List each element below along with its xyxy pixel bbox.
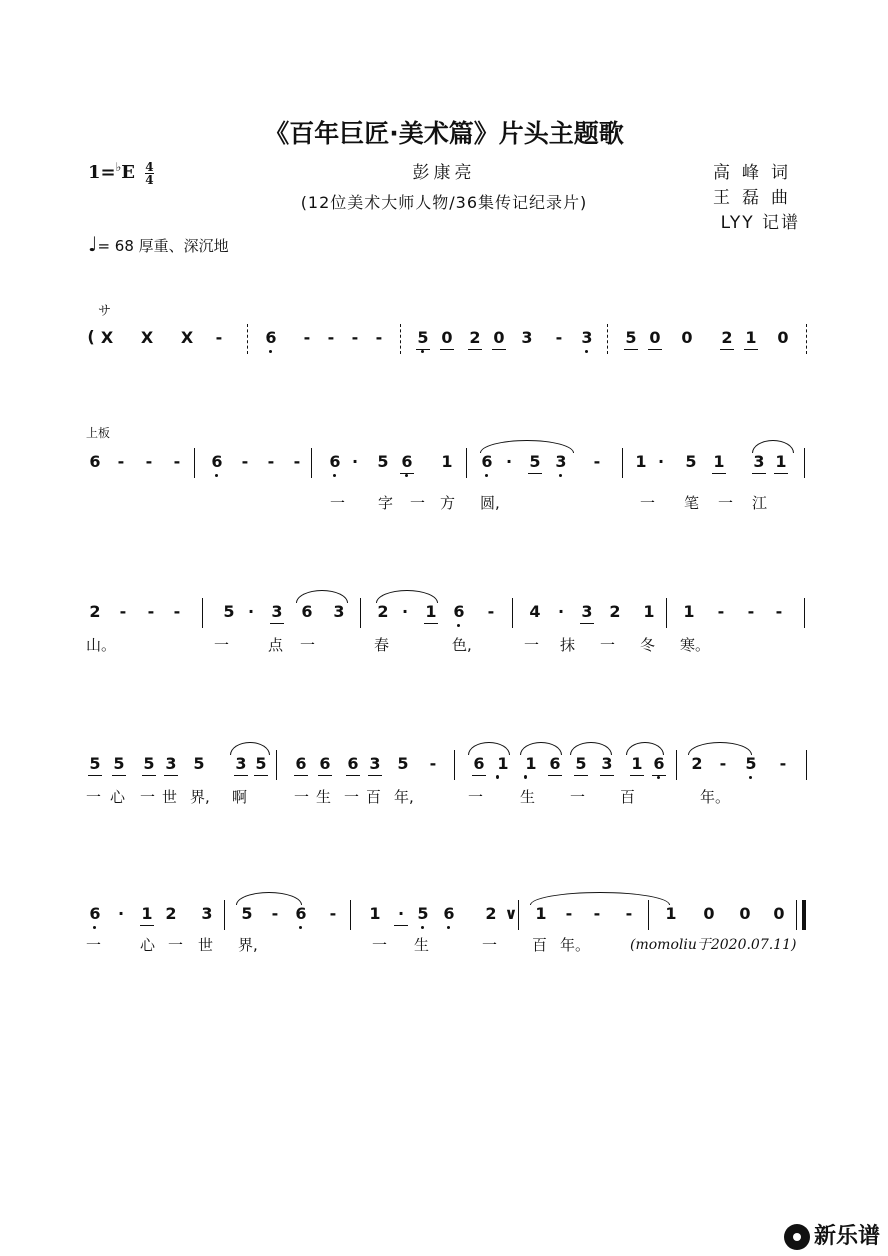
note: 6 <box>650 754 668 773</box>
lyric: 生 <box>520 788 536 806</box>
barline <box>518 900 519 930</box>
key-note: E <box>121 162 136 183</box>
note: 5 <box>140 754 158 773</box>
lyric: 年。 <box>560 936 591 954</box>
lyric: 一 <box>640 494 656 512</box>
lyric: 江 <box>752 494 768 512</box>
lyric: 一 <box>300 636 316 654</box>
note: 5 <box>86 754 104 773</box>
lyric: 一 <box>330 494 346 512</box>
note: · <box>117 904 125 923</box>
note: 2 <box>165 904 177 923</box>
lyric: 一 <box>482 936 498 954</box>
description: (12位美术大师人物/36集传记纪录片) <box>300 193 588 212</box>
note: 5 <box>110 754 128 773</box>
lyric: 寒。 <box>680 636 711 654</box>
slur <box>570 742 612 755</box>
lyric: 一 <box>86 788 102 806</box>
note: 0 <box>438 328 456 347</box>
slur <box>626 742 664 755</box>
barline <box>676 750 677 780</box>
barline <box>466 448 467 478</box>
lyric: 抹 <box>560 636 576 654</box>
note: 3 <box>333 602 345 621</box>
note: 6 <box>262 328 280 347</box>
barline <box>276 750 277 780</box>
lyric: 一 <box>86 936 102 954</box>
transcriber: LYY 记谱 <box>720 213 800 233</box>
note: - <box>303 328 311 347</box>
note: - <box>719 754 727 773</box>
lyric: 笔 <box>684 494 700 512</box>
barline <box>666 598 667 628</box>
slur <box>236 892 302 905</box>
barline <box>350 900 351 930</box>
note: 6 <box>478 452 496 471</box>
lyric: 一 <box>294 788 310 806</box>
note: 3 <box>162 754 180 773</box>
shangban-mark: 上板 <box>86 426 111 440</box>
barline <box>202 598 203 628</box>
key-prefix: 1= <box>88 162 116 183</box>
lyric: 字 <box>378 494 394 512</box>
lyric: 心 <box>140 936 156 954</box>
slur <box>230 742 270 755</box>
note: 1 <box>772 452 790 471</box>
lyric: 心 <box>110 788 126 806</box>
note: - <box>293 452 301 471</box>
lyric: 世 <box>198 936 214 954</box>
note: - <box>779 754 787 773</box>
note: - <box>173 452 181 471</box>
note: 6 <box>208 452 226 471</box>
lyric: 世 <box>162 788 178 806</box>
note: 3 <box>598 754 616 773</box>
lyric: 一 <box>524 636 540 654</box>
note: 5 <box>572 754 590 773</box>
vinyl-record-icon <box>784 1224 810 1250</box>
barline <box>806 324 807 354</box>
note: - <box>327 328 335 347</box>
note: 6 <box>440 904 458 923</box>
key-flat: ♭ <box>115 160 122 174</box>
barline <box>224 900 225 930</box>
note: 6 <box>470 754 488 773</box>
note: X <box>180 328 194 347</box>
lyric: 一 <box>718 494 734 512</box>
slur <box>752 440 794 453</box>
lyric: 一 <box>140 788 156 806</box>
lyric: 生 <box>316 788 332 806</box>
transcription-signature: (momoliu于2020.07.11) <box>630 937 797 953</box>
note: 5 <box>622 328 640 347</box>
lyric: 一 <box>468 788 484 806</box>
note: 1 <box>535 904 547 923</box>
lyric: 方 <box>440 494 456 512</box>
note: 0 <box>773 904 785 923</box>
note: 0 <box>490 328 508 347</box>
barline <box>247 324 248 354</box>
note: · <box>557 602 565 621</box>
note: 5 <box>193 754 205 773</box>
slur <box>520 742 562 755</box>
note: 1 <box>742 328 760 347</box>
note: 5 <box>397 754 409 773</box>
note: 6 <box>450 602 468 621</box>
sanban-mark: サ <box>98 304 112 319</box>
tempo-text: = 68 厚重、深沉地 <box>97 237 229 255</box>
note: 0 <box>739 904 751 923</box>
note: 2 <box>609 602 621 621</box>
note: 1 <box>683 602 695 621</box>
note: 1 <box>441 452 453 471</box>
note: - <box>593 904 601 923</box>
note: X <box>140 328 154 347</box>
note: 3 <box>232 754 250 773</box>
note: 5 <box>414 904 432 923</box>
note: 6 <box>86 904 104 923</box>
note: 3 <box>521 328 533 347</box>
barline <box>806 750 807 780</box>
slur <box>688 742 752 755</box>
note: - <box>215 328 223 347</box>
note: 5 <box>685 452 697 471</box>
final-thin-barline <box>796 900 797 930</box>
note: - <box>117 452 125 471</box>
note: - <box>593 452 601 471</box>
note: 3 <box>268 602 286 621</box>
note: 3 <box>750 452 768 471</box>
note: 5 <box>223 602 235 621</box>
note: - <box>147 602 155 621</box>
note: · <box>247 602 255 621</box>
barline <box>360 598 361 628</box>
note: 5 <box>241 904 253 923</box>
page-title: 《百年巨匠·美术篇》片头主题歌 <box>264 119 624 148</box>
note: - <box>625 904 633 923</box>
lyricist: 高峰词 <box>713 163 800 183</box>
barline <box>804 448 805 478</box>
lyric: 一 <box>600 636 616 654</box>
slur <box>296 590 348 603</box>
note: - <box>555 328 563 347</box>
note: 4 <box>529 602 541 621</box>
note: 6 <box>292 904 310 923</box>
lyric: 界, <box>190 788 210 806</box>
note: - <box>271 904 279 923</box>
note: 2 <box>485 904 497 923</box>
note: 6 <box>292 754 310 773</box>
note: · <box>401 602 409 621</box>
note: 2 <box>89 602 101 621</box>
logo-text: 新乐谱 <box>813 1224 880 1249</box>
note: 1 <box>138 904 156 923</box>
slur <box>468 742 510 755</box>
note: - <box>375 328 383 347</box>
lyric: 一 <box>570 788 586 806</box>
note: 1 <box>665 904 677 923</box>
note: 6 <box>326 452 344 471</box>
note: X <box>100 328 114 347</box>
lyric: 一 <box>410 494 426 512</box>
barline <box>512 598 513 628</box>
note: 1 <box>628 754 646 773</box>
note: · <box>657 452 665 471</box>
note: - <box>487 602 495 621</box>
note: - <box>145 452 153 471</box>
note: 3 <box>578 328 596 347</box>
note: 1 <box>369 904 381 923</box>
note: - <box>775 602 783 621</box>
barline <box>804 598 805 628</box>
note: 1 <box>643 602 655 621</box>
note: 0 <box>646 328 664 347</box>
note: 1 <box>710 452 728 471</box>
note: - <box>717 602 725 621</box>
note: - <box>267 452 275 471</box>
note: 0 <box>703 904 715 923</box>
note: 1 <box>494 754 512 773</box>
note: 6 <box>301 602 313 621</box>
lyric: 圆, <box>480 494 500 512</box>
lyric: 点 <box>268 636 284 654</box>
lyric: 百 <box>620 788 636 806</box>
slur <box>530 892 670 905</box>
note: 1 <box>522 754 540 773</box>
quarter-note-icon: ♩ <box>88 232 98 256</box>
lyric: 春 <box>374 636 390 654</box>
lyric: 界, <box>238 936 258 954</box>
site-logo <box>784 1219 880 1250</box>
note: · <box>351 452 359 471</box>
note: 2 <box>377 602 389 621</box>
note: 1 <box>635 452 647 471</box>
composer: 王磊曲 <box>713 188 800 208</box>
lyric: 百 <box>532 936 548 954</box>
note: 6 <box>89 452 101 471</box>
note: 3 <box>201 904 213 923</box>
note: 5 <box>252 754 270 773</box>
barline <box>194 448 195 478</box>
note: 0 <box>777 328 789 347</box>
meter-bottom: 4 <box>145 172 154 187</box>
note: ∨ <box>504 904 518 923</box>
note: 2 <box>466 328 484 347</box>
final-barline <box>802 900 806 930</box>
note: - <box>429 754 437 773</box>
barline <box>400 324 401 354</box>
lyric: 一 <box>168 936 184 954</box>
note: 5 <box>526 452 544 471</box>
note: 1 <box>422 602 440 621</box>
note: 2 <box>691 754 703 773</box>
note: 5 <box>414 328 432 347</box>
open-paren: ( <box>87 327 95 346</box>
note: 6 <box>398 452 416 471</box>
lyric: 年, <box>394 788 414 806</box>
lyric: 啊 <box>232 788 248 806</box>
note: 3 <box>366 754 384 773</box>
note: - <box>565 904 573 923</box>
note: · <box>392 904 410 923</box>
lyric: 生 <box>414 936 430 954</box>
lyric: 年。 <box>700 788 731 806</box>
note: 6 <box>344 754 362 773</box>
barline <box>607 324 608 354</box>
barline <box>622 448 623 478</box>
note: - <box>173 602 181 621</box>
note: - <box>351 328 359 347</box>
lyric: 百 <box>366 788 382 806</box>
note: 6 <box>546 754 564 773</box>
note: 3 <box>578 602 596 621</box>
meter-top: 4 <box>145 159 154 174</box>
note: - <box>329 904 337 923</box>
note: 5 <box>377 452 389 471</box>
note: - <box>241 452 249 471</box>
lyric: 一 <box>214 636 230 654</box>
lyric: 一 <box>372 936 388 954</box>
slur <box>480 440 574 453</box>
note: 2 <box>718 328 736 347</box>
singer: 彭康亮 <box>412 163 476 183</box>
lyric: 色, <box>452 636 472 654</box>
note: 0 <box>681 328 693 347</box>
note: 5 <box>742 754 760 773</box>
slur <box>376 590 438 603</box>
tempo-marking <box>88 232 229 256</box>
note: · <box>505 452 513 471</box>
barline <box>311 448 312 478</box>
note: 3 <box>552 452 570 471</box>
lyric: 一 <box>344 788 360 806</box>
lyric: 山。 <box>86 636 117 654</box>
barline <box>454 750 455 780</box>
note: - <box>119 602 127 621</box>
lyric: 冬 <box>640 636 656 654</box>
note: - <box>747 602 755 621</box>
note: 6 <box>316 754 334 773</box>
